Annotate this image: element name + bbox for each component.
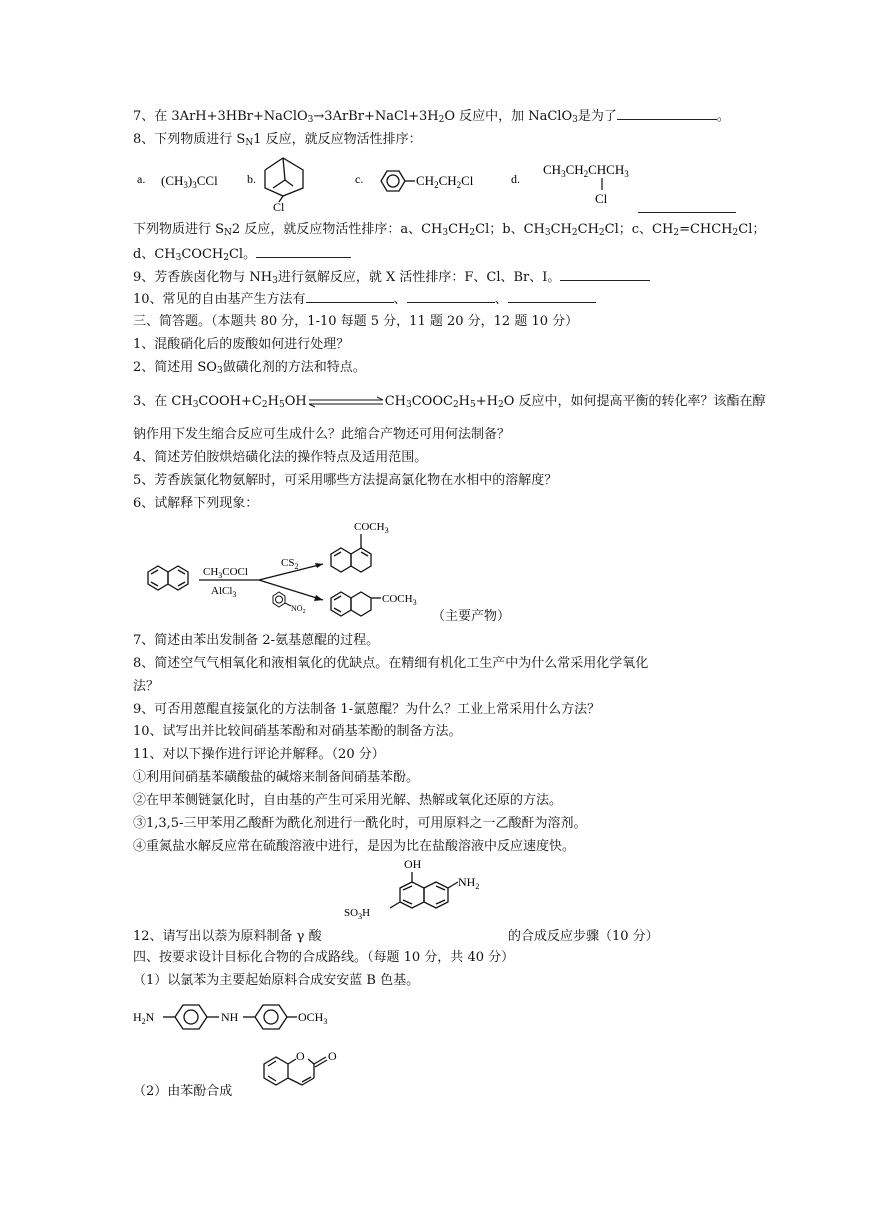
answer-blank	[508, 290, 596, 303]
option-c-label: c.	[355, 172, 364, 186]
ring-oxygen: O	[296, 1049, 305, 1063]
question-8-sn2: 下列物质进行 SN2 反应，就反应物活性排序：a、CH3CH2Cl；b、CH3CH2CH2Cl；c、CH2=CHCH2Cl；	[133, 222, 766, 238]
answer-blank	[256, 245, 351, 258]
answer-blank	[407, 290, 495, 303]
short-q-3-cont: 钠作用下发生缩合反应可生成什么？此缩合产物还可用何法制备？	[133, 427, 511, 442]
reagent-acetyl-chloride: $CH_3COCl$	[203, 566, 248, 580]
main-product-label: （主要产物）	[432, 609, 511, 624]
short-q-11-item-1: ①利用间硝基苯磺酸盐的碱熔来制备间硝基苯酚。	[133, 770, 420, 785]
benzene-ring	[381, 171, 415, 191]
gamma-acid-structure	[340, 854, 510, 934]
1-acetylnaphthalene-structure	[331, 534, 371, 572]
short-q-10: 10、试写出并比较间硝基苯酚和对硝基苯酚的制备方法。	[133, 724, 462, 739]
short-q-6: 6、试解释下列现象：	[133, 496, 259, 511]
short-q-8: 8、简述空气气相氧化和液相氧化的优缺点。在精细有机化工生产中为什么常采用化学氧化	[133, 656, 649, 671]
amine-h2n: $H_2N$	[133, 1010, 155, 1026]
norbornyl-chloride-structure	[265, 158, 303, 202]
answer-blank	[560, 268, 650, 281]
question-9: 9、芳香族卤化物与 NH3进行氨解反应，就 X 活性排序：F、Cl、Br、I。	[133, 268, 650, 290]
naphthalene-structure	[148, 566, 188, 590]
coumarin-structure	[254, 1040, 364, 1100]
short-q-12: 12、请写出以萘为原料制备 γ 酸	[133, 929, 322, 944]
reagent-alcl3: AlCl$_3$	[211, 585, 237, 599]
hydroxyl-label: OH	[404, 857, 422, 871]
question-7: 7、在 3ArH+3HBr+NaClO3→3ArBr+NaCl+3H2O 反应中，加 NaClO3是为了 。	[133, 109, 730, 125]
short-q-8-cont: 法？	[133, 679, 160, 694]
nitro-label: $NO_2$	[291, 604, 306, 615]
short-q-1: 1、混酸硝化后的废酸如何进行处理？	[133, 337, 350, 352]
methoxy-label: $OCH_3$	[298, 1010, 328, 1026]
short-q-2: 2、简述用 SO3做磺化剂的方法和特点。	[133, 360, 366, 376]
section-4-heading: 四、按要求设计目标化合物的合成路线。（每题 10 分，共 40 分）	[133, 950, 515, 965]
section-3-heading: 三、简答题。（本题共 80 分，1-10 每题 5 分，11 题 20 分，12 题 10 分）	[133, 314, 579, 329]
solvent-cs2: $CS_2$	[281, 557, 299, 571]
answer-blank	[306, 290, 394, 303]
nitrobenzene-solvent	[273, 592, 291, 607]
option-d-cl: Cl	[595, 191, 608, 206]
option-c-formula: $CH_2CH_2Cl$	[416, 173, 474, 190]
answer-blank	[638, 212, 736, 213]
short-q-7: 7、简述由苯出发制备 2-氨基蒽醌的过程。	[133, 633, 380, 648]
problem-1: （1）以氯苯为主要起始原料合成安安蓝 B 色基。	[133, 973, 420, 988]
question-8-sn2-cont: d、CH3COCH2Cl。	[133, 245, 351, 267]
variamine-blue-b-structure	[133, 996, 373, 1036]
amino-label: $NH_2$	[458, 875, 480, 891]
option-b-cl: Cl	[273, 200, 285, 214]
short-q-3: 3、在 CH3COOH+C2H5OH CH3COOC2H5+H2O 反应中，如何提高平衡的转化率？该酯在醇	[133, 394, 766, 410]
short-q-11: 11、对以下操作进行评论并解释。（20 分）	[133, 747, 385, 762]
short-q-11-item-4: ④重氮盐水解反应常在硫酸溶液中进行，是因为比在盐酸溶液中反应速度快。	[133, 839, 576, 854]
equilibrium-arrow	[307, 396, 385, 408]
acetyl-group-bottom: $COCH_3$	[382, 593, 417, 607]
option-a-formula: $(CH_3)_3CCl$	[161, 173, 218, 190]
short-q-5: 5、芳香族氯化物氨解时，可采用哪些方法提高氯化物在水相中的溶解度？	[133, 473, 558, 488]
problem-2: （2）由苯酚合成	[133, 1084, 233, 1099]
short-q-12-end: 的合成反应步骤（10 分）	[508, 929, 659, 944]
sn1-substrates-figure	[133, 152, 653, 214]
acetyl-group-top: $COCH_3$	[354, 521, 389, 535]
option-d-label: d.	[511, 172, 520, 186]
sulfonic-label: $SO_3H$	[344, 907, 371, 921]
imine-nh: NH	[221, 1010, 239, 1024]
question-8: 8、下列物质进行 SN1 反应，就反应物活性排序：	[133, 132, 422, 148]
short-q-11-item-3: ③1,3,5-三甲苯用乙酸酐为酰化剂进行一酰化时，可用原料之一乙酸酐为溶剂。	[133, 816, 587, 831]
carbonyl-oxygen: O	[328, 1049, 337, 1063]
option-d-formula: $CH_3CH_2CHCH_3$	[543, 162, 629, 179]
answer-blank	[617, 107, 717, 120]
short-q-4: 4、简述芳伯胺烘焙磺化法的操作特点及适用范围。	[133, 450, 428, 465]
2-acetylnaphthalene-structure	[331, 592, 381, 616]
short-q-11-item-2: ②在甲苯侧链氯化时，自由基的产生可采用光解、热解或氧化还原的方法。	[133, 793, 563, 808]
short-q-9: 9、可否用蒽醌直接氯化的方法制备 1-氯蒽醌？为什么？工业上常采用什么方法？	[133, 702, 601, 717]
option-a-label: a.	[137, 172, 146, 186]
option-b-label: b.	[247, 172, 256, 186]
question-10: 10、常见的自由基产生方法有 、 、	[133, 290, 596, 309]
